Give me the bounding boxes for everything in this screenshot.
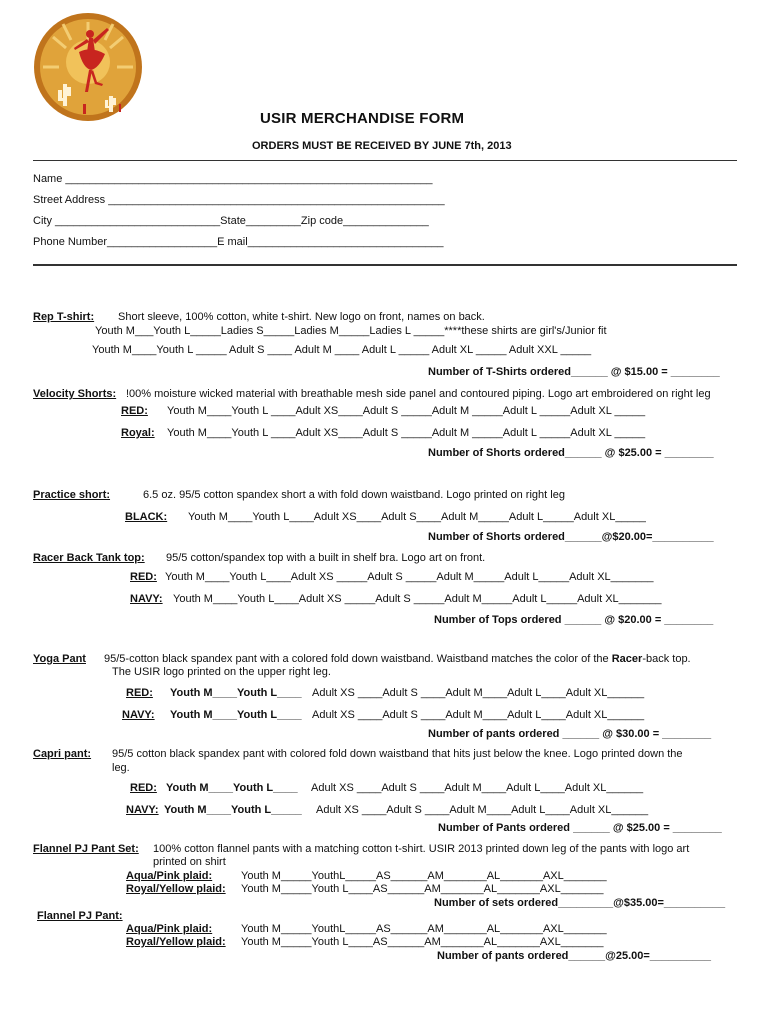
name-field[interactable]: Name ____________________________________________________________ <box>33 173 433 185</box>
rep-tshirt-sizes-2[interactable]: Youth M____Youth L _____ Adult S ____ Adult M ____ Adult L _____ Adult XL _____ Adult XXL _____ <box>92 344 592 356</box>
practice-black-sizes[interactable]: Youth M____Youth L____Adult XS____Adult S____Adult M_____Adult L_____Adult XL_____ <box>188 511 646 523</box>
racer-tank-desc: 95/5 cotton/spandex top with a built in shelf bra. Logo art on front. <box>166 552 486 564</box>
racer-tank-label: Racer Back Tank top: <box>33 552 145 564</box>
capri-red-youth-sizes[interactable]: Youth M____Youth L____ <box>166 782 298 794</box>
flannel-pant-total[interactable]: Number of pants ordered______@25.00=__________ <box>437 950 711 962</box>
usir-logo <box>33 12 143 122</box>
yoga-pant-desc: 95/5-cotton black spandex pant with a colored fold down waistband. Waistband matches the color of the Racer-back top. <box>104 653 691 665</box>
yoga-pant-desc-2: The USIR logo printed on the upper right leg. <box>112 666 331 678</box>
velocity-royal-sizes[interactable]: Youth M____Youth L ____Adult XS____Adult S _____Adult M _____Adult L _____Adult XL _____ <box>167 427 646 439</box>
street-address-field[interactable]: Street Address _______________________________________________________ <box>33 194 445 206</box>
flannel-pant-label: Flannel PJ Pant: <box>37 910 123 922</box>
flannel-set-desc: 100% cotton flannel pants with a matching cotton t-shirt. USIR 2013 printed down leg of the pants with logo art <box>153 843 690 855</box>
contact-divider <box>33 264 737 266</box>
practice-short-label: Practice short: <box>33 489 111 501</box>
velocity-shorts-desc: !00% moisture wicked material with breathable mesh side panel and contoured piping. Logo art embroidered on right leg <box>126 388 711 400</box>
yoga-red-adult-sizes[interactable]: Adult XS ____Adult S ____Adult M____Adult L____Adult XL______ <box>312 687 645 699</box>
racer-navy-sizes[interactable]: Youth M____Youth L____Adult XS _____Adult S _____Adult M_____Adult L_____Adult XL_______ <box>173 593 662 605</box>
deadline-notice: ORDERS MUST BE RECEIVED BY JUNE 7th, 2013 <box>252 140 512 152</box>
capri-total[interactable]: Number of Pants ordered ______ @ $25.00 = ________ <box>438 822 722 834</box>
capri-navy-label: NAVY: <box>126 804 159 816</box>
yoga-total[interactable]: Number of pants ordered ______ @ $30.00 = ________ <box>428 728 712 740</box>
racer-navy-label: NAVY: <box>130 593 163 605</box>
yoga-navy-adult-sizes[interactable]: Adult XS ____Adult S ____Adult M____Adult L____Adult XL______ <box>312 709 645 721</box>
flannel-set-total[interactable]: Number of sets ordered_________@$35.00=__________ <box>434 897 726 909</box>
practice-total[interactable]: Number of Shorts ordered______@$20.00=__________ <box>428 531 714 543</box>
rep-tshirt-desc: Short sleeve, 100% cotton, white t-shirt. New logo on front, names on back. <box>118 311 485 323</box>
flannel-set-royal-label: Royal/Yellow plaid: <box>126 883 226 895</box>
capri-red-adult-sizes[interactable]: Adult XS ____Adult S ____Adult M____Adult L____Adult XL______ <box>311 782 644 794</box>
velocity-royal-label: Royal: <box>121 427 155 439</box>
yoga-red-youth-sizes[interactable]: Youth M____Youth L____ <box>170 687 302 699</box>
form-title: USIR MERCHANDISE FORM <box>260 110 465 127</box>
velocity-red-sizes[interactable]: Youth M____Youth L ____Adult XS____Adult S _____Adult M _____Adult L _____Adult XL _____ <box>167 405 646 417</box>
yoga-navy-label: NAVY: <box>122 709 155 721</box>
header-divider <box>33 160 737 161</box>
capri-red-label: RED: <box>130 782 157 794</box>
flannel-set-royal-sizes[interactable]: Youth M_____Youth L____AS______AM_______AL_______AXL_______ <box>241 883 604 895</box>
flannel-pant-royal-label: Royal/Yellow plaid: <box>126 936 226 948</box>
capri-pant-label: Capri pant: <box>33 748 92 760</box>
yoga-pant-label: Yoga Pant <box>33 653 86 665</box>
practice-black-label: BLACK: <box>125 511 168 523</box>
racer-red-label: RED: <box>130 571 157 583</box>
yoga-red-label: RED: <box>126 687 153 699</box>
capri-navy-adult-sizes[interactable]: Adult XS ____Adult S ____Adult M____Adult L____Adult XL______ <box>316 804 649 816</box>
velocity-total[interactable]: Number of Shorts ordered______ @ $25.00 = ________ <box>428 447 714 459</box>
practice-short-desc: 6.5 oz. 95/5 cotton spandex short a with fold down waistband. Logo printed on right leg <box>143 489 565 501</box>
flannel-set-aqua-label: Aqua/Pink plaid: <box>126 870 213 882</box>
rep-tshirt-label: Rep T-shirt: <box>33 311 95 323</box>
racer-total[interactable]: Number of Tops ordered ______ @ $20.00 = ________ <box>434 614 714 626</box>
racer-red-sizes[interactable]: Youth M____Youth L____Adult XS _____Adult S _____Adult M_____Adult L_____Adult XL_______ <box>165 571 654 583</box>
rep-tshirt-sizes-1[interactable]: Youth M___Youth L_____Ladies S_____Ladies M_____Ladies L _____****these shirts are girl's/Junior fit <box>95 325 607 337</box>
velocity-shorts-label: Velocity Shorts: <box>33 388 117 400</box>
velocity-red-label: RED: <box>121 405 148 417</box>
flannel-set-desc-2: printed on shirt <box>153 856 226 868</box>
flannel-pant-aqua-label: Aqua/Pink plaid: <box>126 923 213 935</box>
flannel-set-label: Flannel PJ Pant Set: <box>33 843 139 855</box>
capri-pant-desc: 95/5 cotton black spandex pant with colored fold down waistband that hits just below the knee. Logo printed down the <box>112 748 683 760</box>
flannel-set-aqua-sizes[interactable]: Youth M_____YouthL_____AS______AM_______AL_______AXL_______ <box>241 870 607 882</box>
yoga-navy-youth-sizes[interactable]: Youth M____Youth L____ <box>170 709 302 721</box>
flannel-pant-aqua-sizes[interactable]: Youth M_____YouthL_____AS______AM_______AL_______AXL_______ <box>241 923 607 935</box>
tshirt-total[interactable]: Number of T-Shirts ordered______ @ $15.00 = ________ <box>428 366 720 378</box>
city-state-zip-field[interactable]: City ___________________________State_________Zip code______________ <box>33 215 429 227</box>
flannel-pant-royal-sizes[interactable]: Youth M_____Youth L____AS______AM_______AL_______AXL_______ <box>241 936 604 948</box>
phone-email-field[interactable]: Phone Number__________________E mail________________________________ <box>33 236 444 248</box>
capri-navy-youth-sizes[interactable]: Youth M____Youth L_____ <box>164 804 302 816</box>
capri-pant-desc-2: leg. <box>112 762 130 774</box>
